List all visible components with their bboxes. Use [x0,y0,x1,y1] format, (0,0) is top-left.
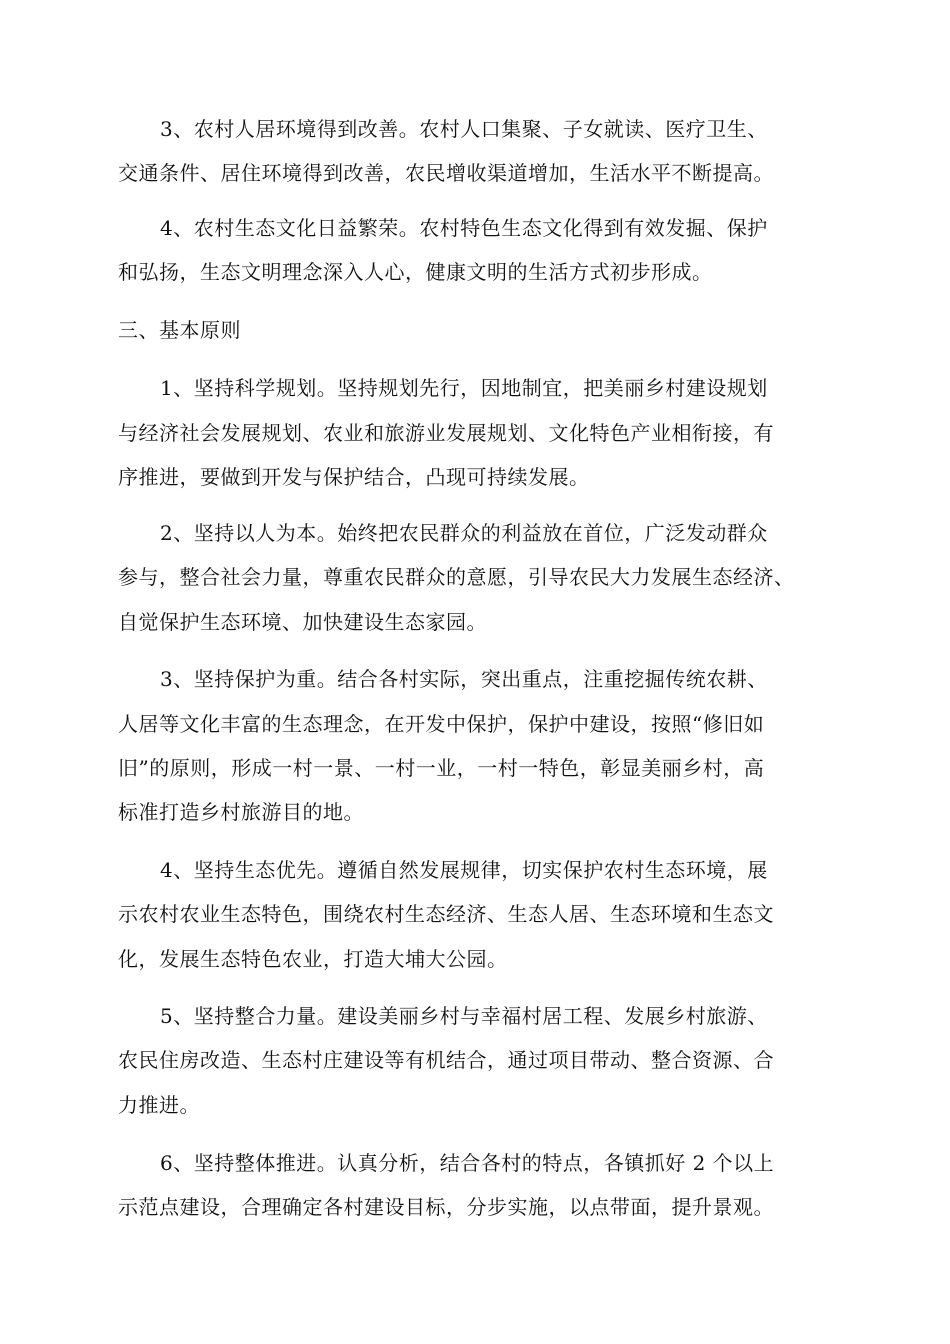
paragraph-line: 化，发展生态特色农业，打造大埔大公园。 [118,947,508,971]
paragraph-line: 自觉保护生态环境、加快建设生态家园。 [118,610,487,634]
paragraph-line: 农民住房改造、生态村庄建设等有机结合，通过项目带动、整合资源、合 [118,1048,774,1072]
paragraph-line: 4、农村生态文化日益繁荣。农村特色生态文化得到有效发掘、保护 [160,216,768,240]
paragraph-line: 标准打造乡村旅游目的地。 [118,800,364,824]
paragraph-line: 1、坚持科学规划。坚持规划先行，因地制宜，把美丽乡村建设规划 [160,376,768,400]
paragraph-line: 和弘扬，生态文明理念深入人心，健康文明的生活方式初步形成。 [118,260,713,284]
paragraph-line: 示农村农业生态特色，围绕农村生态经济、生态人居、生态环境和生态文 [118,902,774,926]
paragraph-line: 序推进，要做到开发与保护结合，凸现可持续发展。 [118,465,590,489]
paragraph-line: 力推进。 [118,1093,200,1117]
paragraph-line: 交通条件、居住环境得到改善，农民增收渠道增加，生活水平不断提高。 [118,161,774,185]
paragraph-line: 2、坚持以人为本。始终把农民群众的利益放在首位，广泛发动群众 [160,521,768,545]
paragraph-line: 人居等文化丰富的生态理念，在开发中保护，保护中建设，按照“修旧如 [118,712,765,736]
paragraph-line: 4、坚持生态优先。遵循自然发展规律，切实保护农村生态环境，展 [160,858,768,882]
paragraph-line: 旧”的原则，形成一村一景、一村一业，一村一特色，彰显美丽乡村，高 [118,756,765,780]
paragraph-line: 3、坚持保护为重。结合各村实际，突出重点，注重挖掘传统农耕、 [160,667,768,691]
paragraph-line: 6、坚持整体推进。认真分析，结合各村的特点，各镇抓好 2 个以上 [160,1151,775,1175]
paragraph-line: 5、坚持整合力量。建设美丽乡村与幸福村居工程、发展乡村旅游、 [160,1004,768,1028]
paragraph-line: 与经济社会发展规划、农业和旅游业发展规划、文化特色产业相衔接，有 [118,421,774,445]
paragraph-line: 3、农村人居环境得到改善。农村人口集聚、子女就读、医疗卫生、 [160,117,768,141]
paragraph-line: 示范点建设，合理确定各村建设目标，分步实施，以点带面，提升景观。 [118,1195,774,1219]
paragraph-line: 参与，整合社会力量，尊重农民群众的意愿，引导农民大力发展生态经济、 [118,565,795,589]
section-heading-text: 三、基本原则 [118,318,241,342]
